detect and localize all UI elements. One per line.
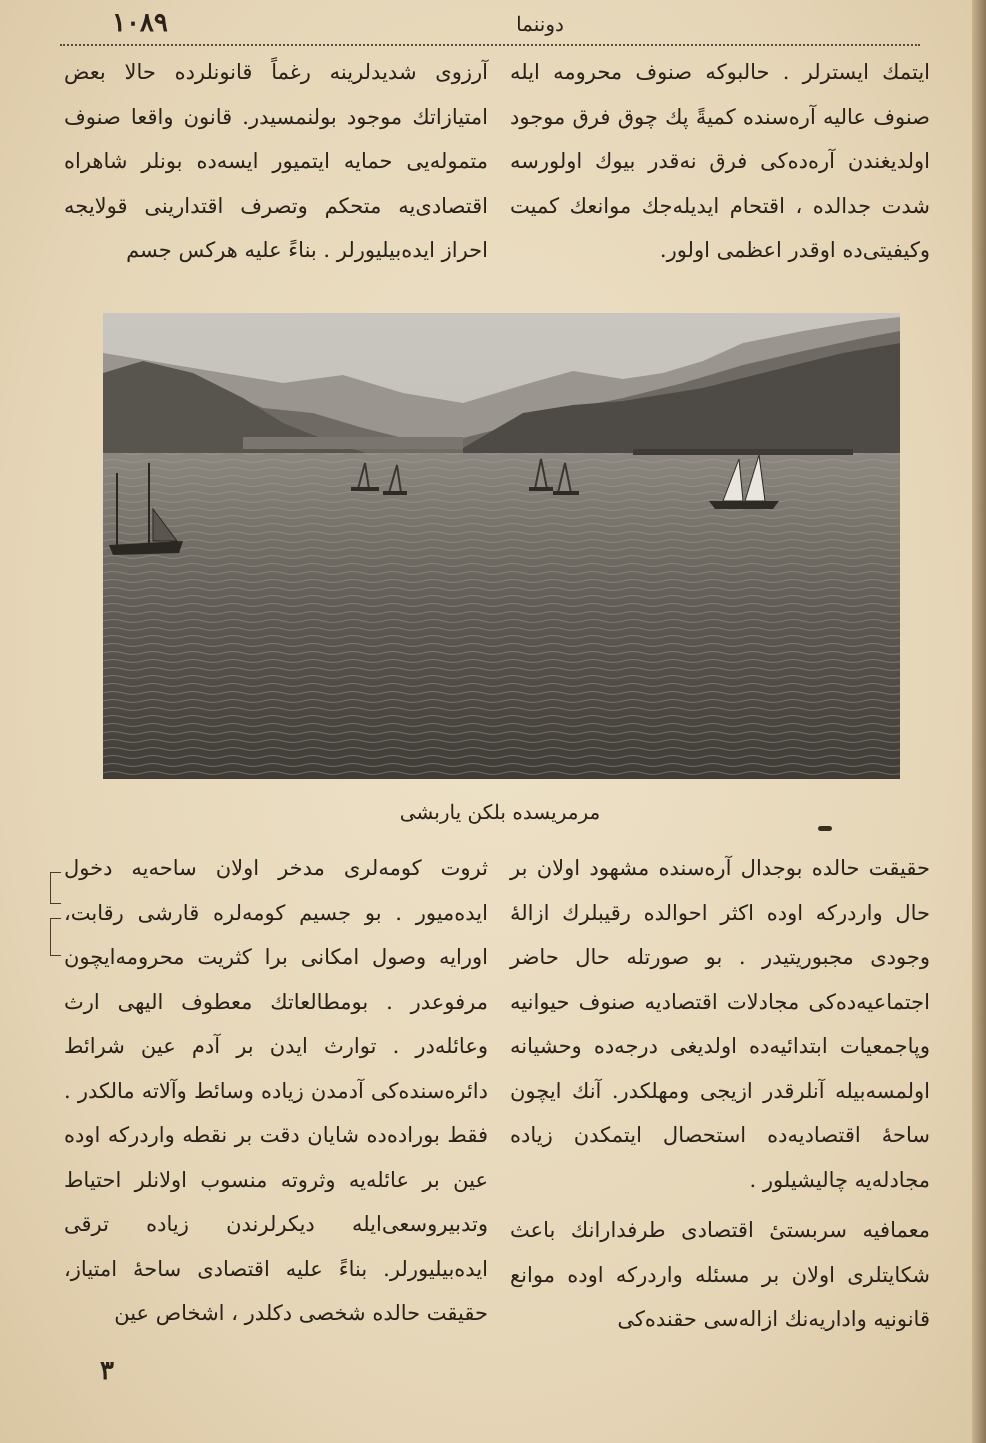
top-right-column xyxy=(510,50,930,279)
margin-bracket xyxy=(50,918,61,956)
harbor-photo xyxy=(103,313,900,779)
paragraph: معمافیه سربستی‌ٔ اقتصادی طرفدارانك باعث شكایتلری اولان بر مسئله واردركه اوده موانع قانونیه واداریه‌نك ازاله‌سی حقنده‌كی xyxy=(510,1218,930,1331)
harbor-photo-icon xyxy=(103,313,900,779)
top-left-column xyxy=(64,50,488,279)
ink-smudge xyxy=(818,826,832,831)
paragraph: حقیقت حالده بوجدال آره‌سنده مشهود اولان بر حال واردركه اوده اكثر احوالده رقیبلرك ازالهٔ وجودی مجبوریتیدر . بو صورتله حال حاضر اجتماعیه‌ده‌كی مجادلات اقتصادیه صنوف حیوانیه وپاجمعیات ابتدائیه‌ده اولدیغی درجه‌ده وحشیانه اولمسه‌بیله آنلرقدر ازیجی ومهلكدر. آنك ایچون ساحهٔ اقتصادیه‌ده استحصال ایتمكدن زیاده مجادله‌یه چالیشیلور . xyxy=(510,856,930,1192)
page-number: ١٠٨٩ xyxy=(112,8,168,38)
paragraph: ثروت كومه‌لری مدخر اولان ساحه‌یه دخول ایده‌میور . بو جسیم كومه‌لره قارشی رقابت، اورایه وصول امكانی‌ برا كثریت محرومه‌ایچون مرفوعدر . بومطالعاتك معطوف الیهی ارث وعائله‌در . توارث ایدن بر آدم عین شرائط دائره‌سنده‌كی آدمدن زیاده وسائط وآلاته مالكدر . فقط بوراده‌ده شایان دقت بر نقطه واردركه اوده عین بر عائله‌یه وثروته منسوب اولانلر احتیاط وتدبیروسعی‌ایله دیكرلرندن زیاده ترقی ایده‌بیلیورلر. بناءً علیه اقتصادی ساحهٔ امتیاز، حقیقت حالده شخصی دكلدر ، اشخاص عین xyxy=(64,856,488,1325)
photo-caption: مرمریسده بلكن یاربشی xyxy=(399,800,601,824)
paragraph: آرزوی شدیدلرینه رغماً قانونلرده حالا بعض امتیازاتك موجود بولنمسیدر. قانون واقعا صنوف متموله‌یی حمایه ایتمیور ایسه‌ده بونلر شاهراه اقتصادی‌یه متحکم وتصرف اقتدارینی قولایجه احراز ایده‌بیلیورلر . بناءً علیه هركس جسم xyxy=(64,60,488,262)
paragraph: ایتمك ایسترلر . حالبوكه صنوف محرومه ایله صنوف عالیه آره‌سنده كمیةً پك چوق فرق موجود اولدیغندن آره‌ده‌كی فرق نه‌قدر بیوك اولورسه شدت جدالده ، اقتحام ایدیله‌جك موانعك كمیت وكیفیتی‌ده اوقدر اعظمی اولور. xyxy=(510,60,930,262)
header-divider xyxy=(60,44,920,48)
bottom-left-column xyxy=(64,846,488,1342)
page-header xyxy=(60,6,920,42)
journal-title: دوننما xyxy=(516,12,564,36)
bottom-right-column xyxy=(510,846,930,1348)
margin-bracket xyxy=(50,872,61,904)
folio-mark: ٣ xyxy=(100,1356,114,1386)
book-spine-shadow xyxy=(972,0,986,1443)
